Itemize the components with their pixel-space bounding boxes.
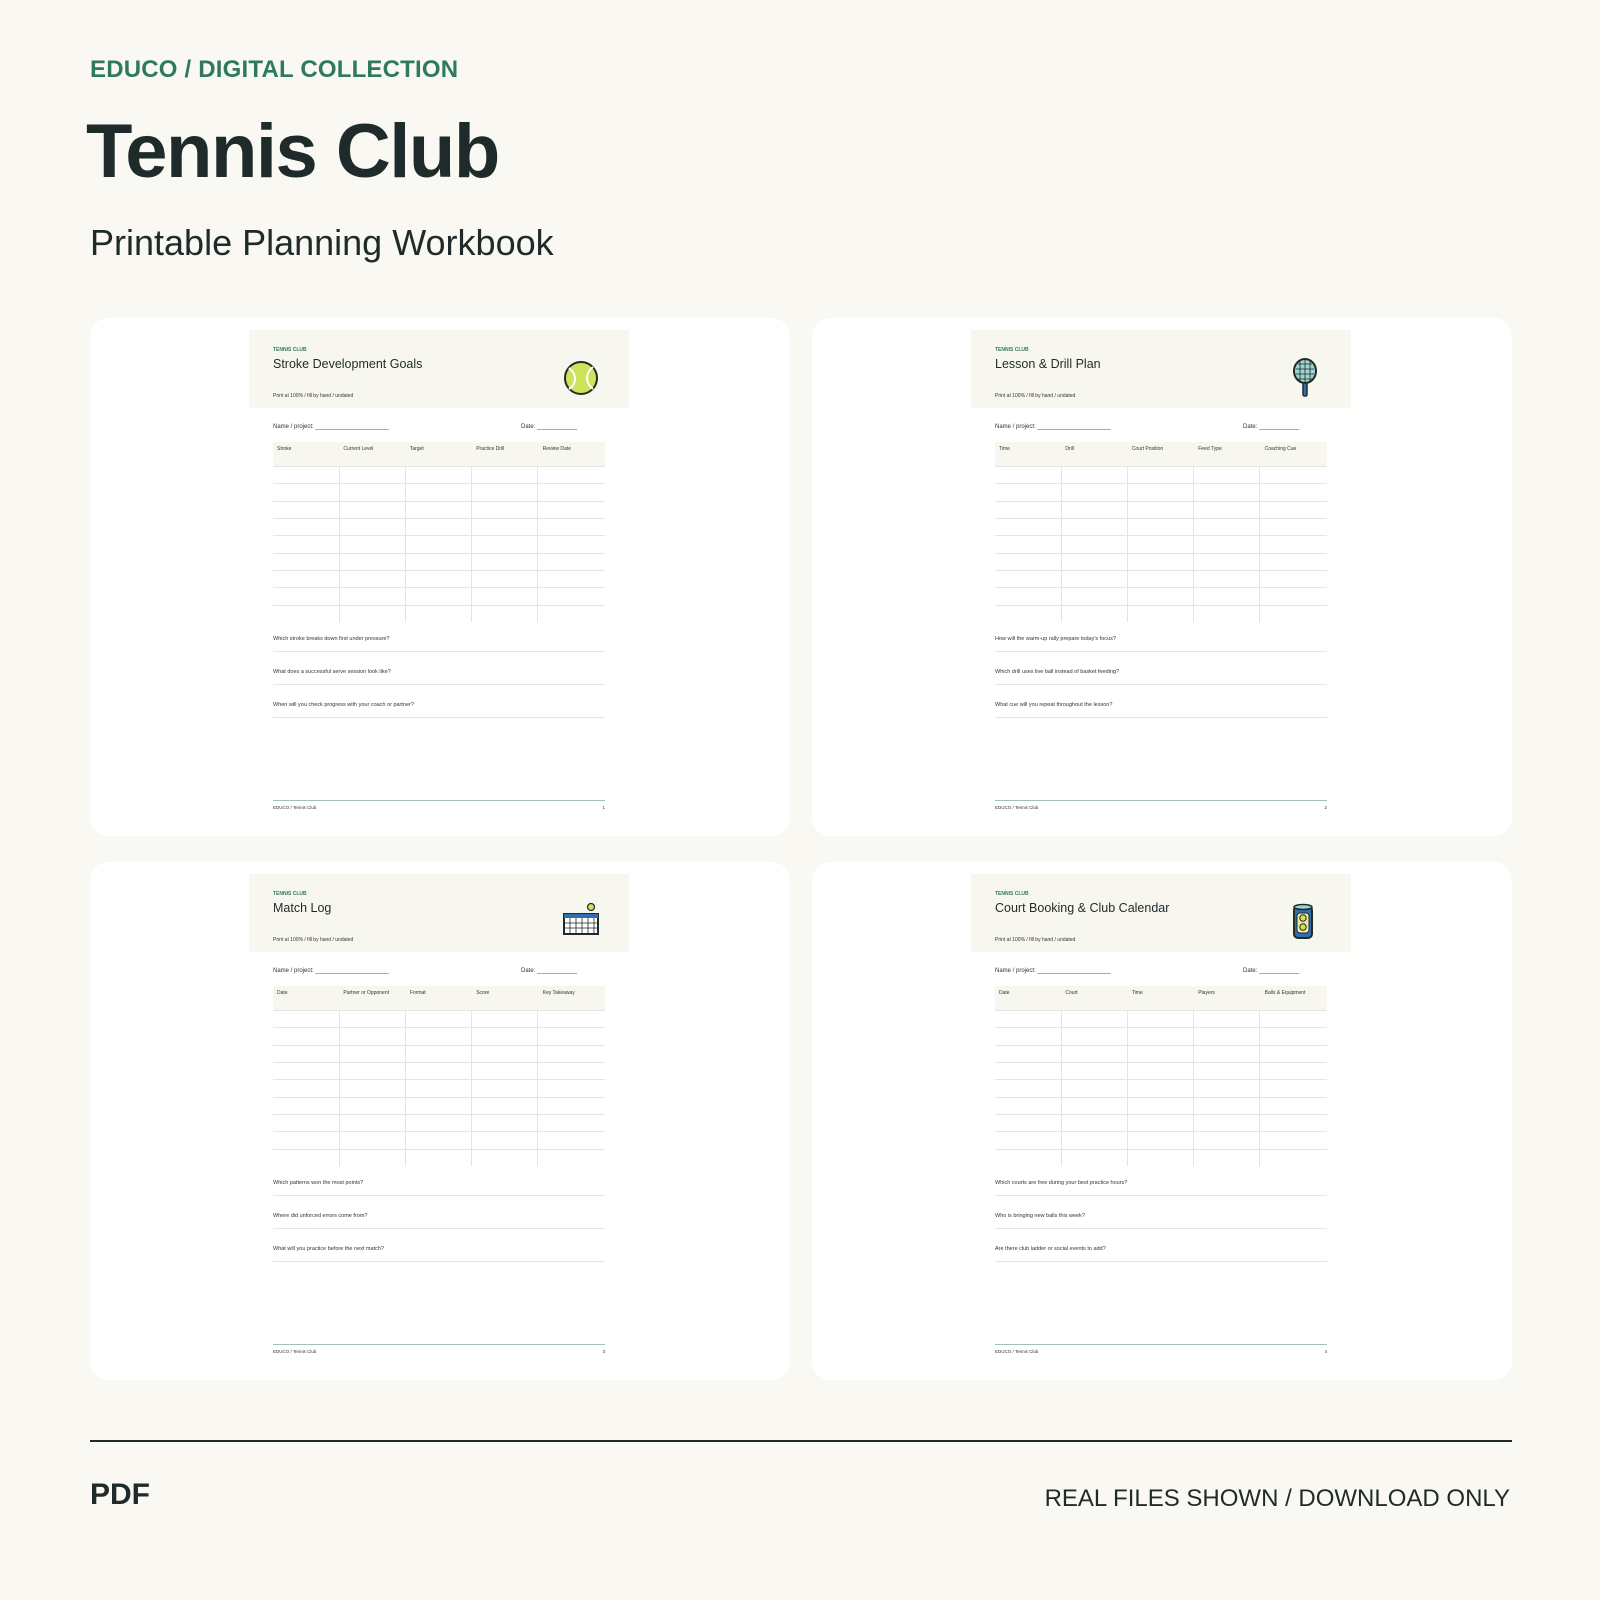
reflection-question: Are there club ladder or social events to add?	[995, 1246, 1327, 1262]
table-row	[273, 501, 605, 518]
table-row	[995, 466, 1327, 483]
worksheet-kicker: TENNIS CLUB	[995, 347, 1029, 353]
worksheet-table	[995, 442, 1327, 622]
worksheet-table	[273, 442, 605, 622]
table-row	[995, 1079, 1327, 1096]
table-header	[995, 986, 1327, 1010]
column-divider	[1061, 466, 1062, 622]
table-row	[995, 1149, 1327, 1166]
reflection-question: What cue will you repeat throughout the lesson?	[995, 702, 1327, 718]
column-header: Score	[476, 990, 490, 996]
worksheet-header	[971, 874, 1351, 952]
worksheet-footer	[273, 800, 605, 810]
preview-card-3	[90, 862, 790, 1380]
table-row	[995, 1131, 1327, 1148]
page-number: 3	[602, 1349, 605, 1354]
column-divider	[1193, 466, 1194, 622]
column-divider	[1127, 1010, 1128, 1166]
name-field: Name / project: ______________________	[273, 968, 389, 974]
worksheet-kicker: TENNIS CLUB	[273, 891, 307, 897]
column-divider	[471, 1010, 472, 1166]
column-header: Date	[277, 990, 288, 996]
worksheet-kicker: TENNIS CLUB	[995, 891, 1029, 897]
reflection-question: What will you practice before the next match?	[273, 1246, 605, 1262]
worksheet-page	[249, 874, 629, 1368]
page-number: 2	[1324, 805, 1327, 810]
table-row	[995, 535, 1327, 552]
table-row	[995, 501, 1327, 518]
worksheet-footer	[995, 1344, 1327, 1354]
footer-label: EDUCO / Tennis Club	[995, 1349, 1039, 1354]
table-row	[995, 1010, 1327, 1027]
column-divider	[339, 1010, 340, 1166]
worksheet-title: Stroke Development Goals	[273, 357, 423, 371]
column-divider	[1193, 1010, 1194, 1166]
worksheet-header	[249, 874, 629, 952]
column-divider	[1259, 466, 1260, 622]
column-divider	[537, 466, 538, 622]
table-row	[995, 1045, 1327, 1062]
date-field: Date: ____________	[1243, 968, 1300, 974]
print-note: Print at 100% / fill by hand / undated	[995, 937, 1076, 943]
column-header: Balls & Equipment	[1264, 990, 1306, 996]
column-divider	[1259, 1010, 1260, 1166]
table-row	[273, 535, 605, 552]
worksheet-title: Match Log	[273, 901, 332, 915]
reflection-question: How will the warm-up rally prepare today's focus?	[995, 636, 1327, 652]
reflection-question: Which courts are free during your best practice hours?	[995, 1180, 1327, 1196]
table-body	[273, 466, 605, 622]
table-row	[995, 587, 1327, 604]
reflection-question: Which stroke breaks down first under pressure?	[273, 636, 605, 652]
column-header: Coaching Cue	[1264, 446, 1297, 452]
worksheet-footer	[995, 800, 1327, 810]
table-row	[273, 1045, 605, 1062]
table-row	[995, 570, 1327, 587]
page-title: Tennis Club	[86, 109, 499, 194]
column-header: Format	[409, 990, 426, 996]
column-header: Time	[999, 446, 1010, 452]
table-header	[273, 986, 605, 1010]
reflection-question: Which drill uses live ball instead of basket feeding?	[995, 669, 1327, 685]
column-header: Partner or Opponent	[343, 990, 389, 996]
date-field: Date: ____________	[1243, 424, 1300, 430]
name-field: Name / project: ______________________	[995, 968, 1111, 974]
table-row	[273, 518, 605, 535]
column-divider	[537, 1010, 538, 1166]
print-note: Print at 100% / fill by hand / undated	[995, 393, 1076, 399]
column-header: Court	[1065, 990, 1078, 996]
ball-can-icon	[1283, 900, 1323, 942]
column-divider	[1127, 466, 1128, 622]
table-row	[273, 1079, 605, 1096]
table-body	[273, 1010, 605, 1166]
column-divider	[405, 1010, 406, 1166]
table-header	[995, 442, 1327, 466]
preview-card-2	[812, 318, 1512, 836]
table-row	[273, 587, 605, 604]
table-row	[273, 1062, 605, 1079]
table-row	[995, 1027, 1327, 1044]
table-row	[995, 483, 1327, 500]
print-note: Print at 100% / fill by hand / undated	[273, 937, 354, 943]
column-divider	[339, 466, 340, 622]
column-header: Feed Type	[1198, 446, 1222, 452]
date-field: Date: ____________	[521, 424, 578, 430]
table-row	[273, 1114, 605, 1131]
name-field: Name / project: ______________________	[273, 424, 389, 430]
worksheet-page	[971, 330, 1351, 824]
table-row	[273, 1149, 605, 1166]
table-header	[273, 442, 605, 466]
table-body	[995, 466, 1327, 622]
column-header: Current Level	[343, 446, 374, 452]
file-format-label: PDF	[90, 1478, 150, 1511]
worksheet-title: Lesson & Drill Plan	[995, 357, 1101, 371]
worksheet-table	[273, 986, 605, 1166]
tennis-ball-icon	[561, 356, 601, 398]
worksheet-header	[971, 330, 1351, 408]
reflection-question: Where did unforced errors come from?	[273, 1213, 605, 1229]
divider-line	[90, 1440, 1512, 1442]
worksheet-kicker: TENNIS CLUB	[273, 347, 307, 353]
page-number: 4	[1324, 1349, 1327, 1354]
column-header: Target	[409, 446, 424, 452]
footer-label: EDUCO / Tennis Club	[995, 805, 1039, 810]
table-row	[273, 1010, 605, 1027]
brand-label: EDUCO / DIGITAL COLLECTION	[90, 56, 459, 83]
column-divider	[405, 466, 406, 622]
table-row	[995, 518, 1327, 535]
table-row	[995, 553, 1327, 570]
download-note: REAL FILES SHOWN / DOWNLOAD ONLY	[1044, 1485, 1510, 1512]
column-header: Practice Drill	[476, 446, 505, 452]
name-field: Name / project: ______________________	[995, 424, 1111, 430]
table-row	[995, 605, 1327, 622]
column-header: Key Takeaway	[542, 990, 575, 996]
worksheet-footer	[273, 1344, 605, 1354]
table-row	[273, 605, 605, 622]
worksheet-header	[249, 330, 629, 408]
footer-label: EDUCO / Tennis Club	[273, 805, 317, 810]
table-row	[273, 466, 605, 483]
table-row	[995, 1062, 1327, 1079]
date-field: Date: ____________	[521, 968, 578, 974]
reflection-question: Who is bringing new balls this week?	[995, 1213, 1327, 1229]
reflection-question: Which patterns won the most points?	[273, 1180, 605, 1196]
table-row	[995, 1114, 1327, 1131]
worksheet-page	[249, 330, 629, 824]
worksheet-table	[995, 986, 1327, 1166]
column-divider	[1061, 1010, 1062, 1166]
table-row	[273, 1097, 605, 1114]
column-header: Players	[1198, 990, 1215, 996]
footer-label: EDUCO / Tennis Club	[273, 1349, 317, 1354]
page-subtitle: Printable Planning Workbook	[90, 222, 554, 263]
table-row	[273, 570, 605, 587]
column-header: Court Position	[1131, 446, 1164, 452]
table-row	[273, 1027, 605, 1044]
worksheet-title: Court Booking & Club Calendar	[995, 901, 1170, 915]
tennis-net-icon	[561, 900, 601, 942]
reflection-question: What does a successful serve session look like?	[273, 669, 605, 685]
page-number: 1	[602, 805, 605, 810]
table-row	[273, 1131, 605, 1148]
table-body	[995, 1010, 1327, 1166]
table-row	[273, 483, 605, 500]
tennis-racket-icon	[1283, 356, 1323, 398]
column-header: Drill	[1065, 446, 1075, 452]
column-header: Review Date	[542, 446, 571, 452]
column-header: Stroke	[277, 446, 292, 452]
reflection-question: When will you check progress with your coach or partner?	[273, 702, 605, 718]
worksheet-page	[971, 874, 1351, 1368]
preview-card-4	[812, 862, 1512, 1380]
print-note: Print at 100% / fill by hand / undated	[273, 393, 354, 399]
column-header: Date	[999, 990, 1010, 996]
column-header: Time	[1131, 990, 1143, 996]
table-row	[995, 1097, 1327, 1114]
column-divider	[471, 466, 472, 622]
table-row	[273, 553, 605, 570]
preview-card-1	[90, 318, 790, 836]
